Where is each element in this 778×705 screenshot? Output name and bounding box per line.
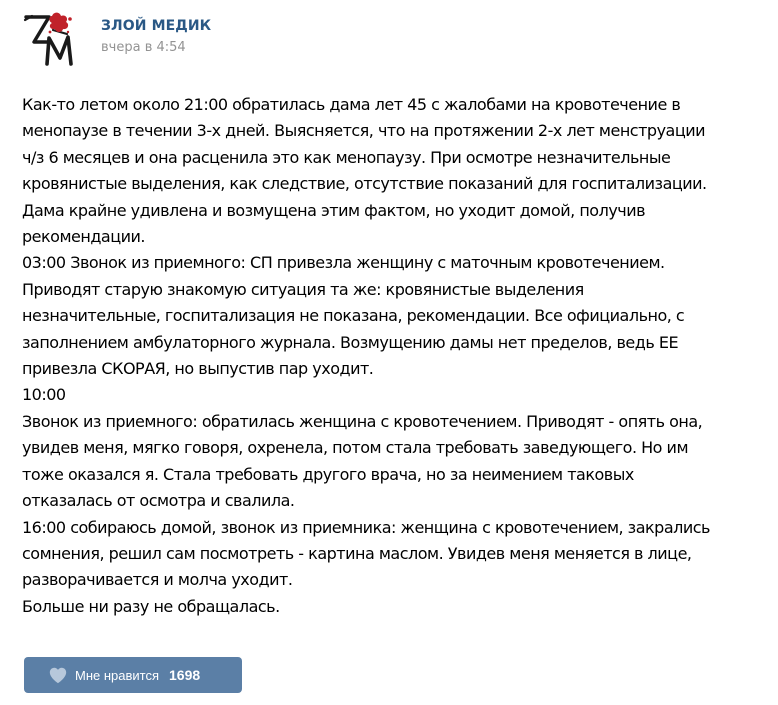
post-text-line: Звонок из приемного: обратилась женщина с кровотечением. Приводят - опять она, — [22, 411, 703, 431]
post-text-line: 03:00 Звонок из приемного: СП привезла женщину с маточным кровотечением. — [22, 253, 665, 273]
post-text-line: разворачивается и молча уходит. — [22, 570, 293, 590]
post-text-line: рекомендации. — [22, 227, 145, 247]
post-text-line: менопаузе в течении 3-х дней. Выясняется, что на протяжении 2-х лет менструации — [22, 121, 706, 141]
post-text-line: тоже оказался я. Стала требовать другого врача, но за неимением таковых — [22, 464, 634, 484]
post-text-line: заполнением амбулаторного журнала. Возмущению дамы нет пределов, ведь ЕЕ — [22, 332, 679, 352]
post-text-line: кровянистые выделения, как следствие, отсутствие показаний для госпитализации. — [22, 174, 707, 194]
heart-icon — [48, 666, 68, 684]
like-label: Мне нравится — [75, 667, 160, 683]
post-text-line: увидев меня, мягко говоря, охренела, потом стала требовать заведующего. Но им — [22, 438, 689, 458]
post-text-line: отказалась от осмотра и свалила. — [22, 491, 295, 511]
post-text — [22, 92, 764, 620]
author-name-link[interactable]: ЗЛОЙ МЕДИК — [101, 18, 212, 34]
post-text-line: 16:00 собираюсь домой, звонок из приемника: женщина с кровотечением, закрались — [22, 517, 710, 537]
post-text-line: ч/з 6 месяцев и она расценила это как менопаузу. При осмотре незначительные — [22, 147, 671, 167]
post-text-line: незначительные, госпитализация не показана, рекомендации. Все официально, с — [22, 306, 685, 326]
post-time-link[interactable]: вчера в 4:54 — [101, 40, 186, 55]
zm-logo-icon — [22, 10, 80, 68]
post-text-line: Больше ни разу не обращалась. — [22, 596, 280, 616]
avatar[interactable] — [22, 10, 80, 68]
like-button[interactable] — [24, 657, 242, 693]
post-header — [22, 10, 622, 70]
post-text-line: Как-то летом около 21:00 обратилась дама лет 45 с жалобами на кровотечение в — [22, 95, 681, 114]
post-text-line: Приводят старую знакомую ситуация та же: кровянистые выделения — [22, 279, 584, 299]
like-count: 1698 — [169, 667, 201, 683]
post-text-line: 10:00 — [22, 385, 66, 405]
post-text-line: привезла СКОРАЯ, но выпустив пар уходит. — [22, 359, 374, 379]
post-text-line: сомнения, решил сам посмотреть - картина маслом. Увидев меня меняется в лице, — [22, 543, 692, 563]
post-text-line: Дама крайне удивлена и возмущена этим фактом, но уходит домой, получив — [22, 200, 646, 220]
